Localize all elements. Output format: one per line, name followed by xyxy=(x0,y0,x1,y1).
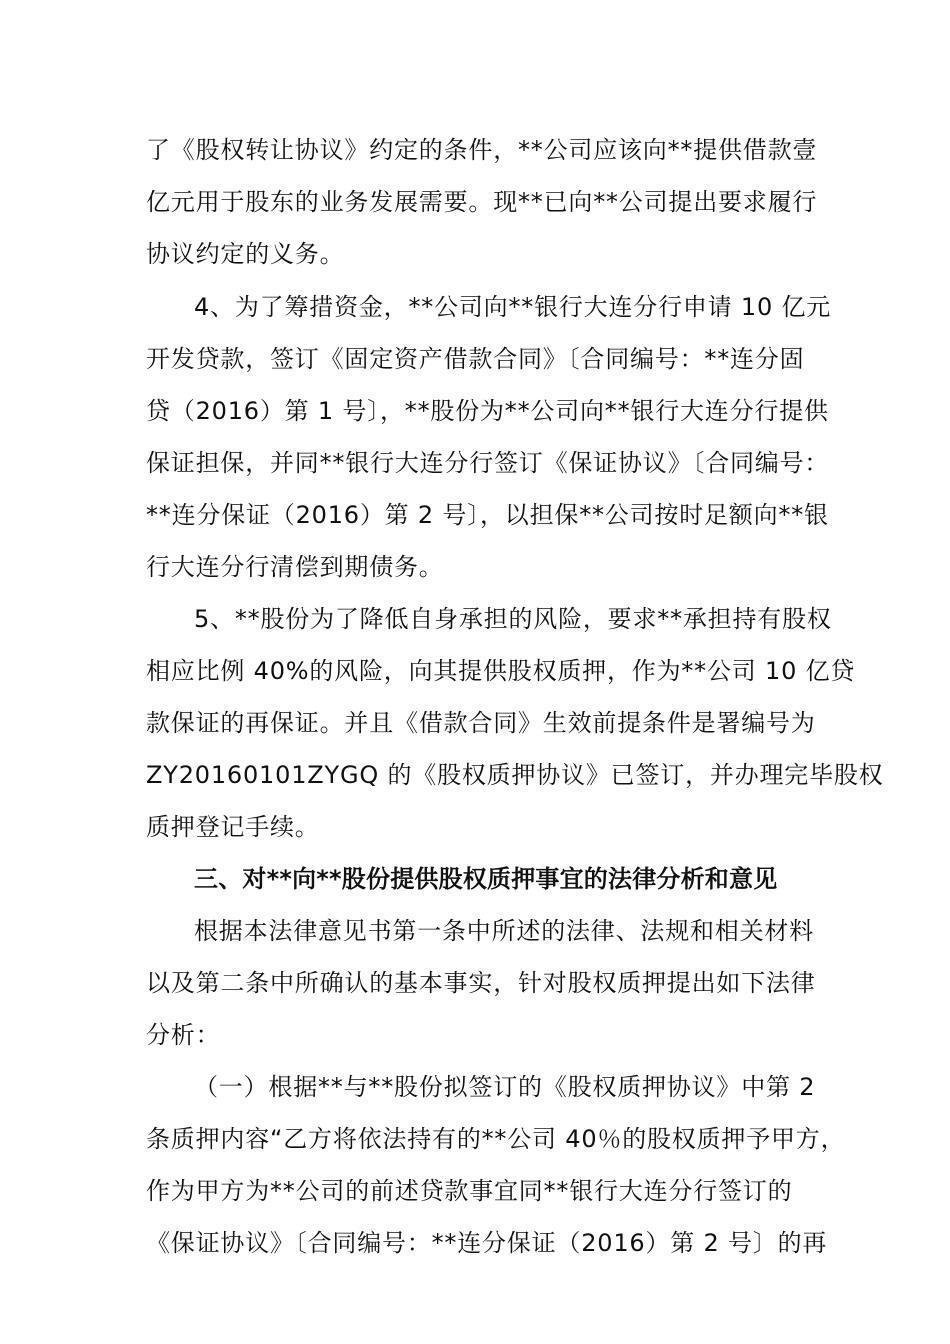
paragraph-line: 了《股权转让协议》约定的条件，**公司应该向**提供借款壹 xyxy=(146,136,818,164)
paragraph-line: 根据本法律意见书第一条中所述的法律、法规和相关材料 xyxy=(194,917,814,945)
paragraph-line: 贷（2016）第 1 号〕，**股份为**公司向**银行大连分行提供 xyxy=(146,397,829,425)
paragraph-line: 4、为了筹措资金，**公司向**银行大连分行申请 10 亿元 xyxy=(194,293,832,321)
paragraph-line: **连分保证（2016）第 2 号〕，以担保**公司按时足额向**银 xyxy=(146,501,829,529)
paragraph-line: 协议约定的义务。 xyxy=(146,240,345,268)
paragraph-line: 款保证的再保证。并且《借款合同》生效前提条件是署编号为 xyxy=(146,709,816,737)
paragraph-line: 《保证协议》〔合同编号：**连分保证（2016）第 2 号〕的再 xyxy=(146,1229,828,1257)
paragraph-line: ZY20160101ZYGQ 的《股权质押协议》已签订，并办理完毕股权 xyxy=(146,761,884,789)
paragraph-line: 行大连分行清偿到期债务。 xyxy=(146,553,444,581)
paragraph-line: 5、**股份为了降低自身承担的风险，要求**承担持有股权 xyxy=(194,605,832,633)
paragraph-line: 质押登记手续。 xyxy=(146,813,320,841)
section-heading: 三、对**向**股份提供股权质押事宜的法律分析和意见 xyxy=(194,865,778,893)
paragraph-line: 条质押内容“乙方将依法持有的**公司 40％的股权质押予甲方， xyxy=(146,1125,846,1153)
paragraph-line: 作为甲方为**公司的前述贷款事宜同**银行大连分行签订的 xyxy=(146,1177,793,1205)
paragraph-line: 开发贷款，签订《固定资产借款合同》〔合同编号：**连分固 xyxy=(146,345,805,373)
paragraph-line: 分析： xyxy=(146,1021,221,1049)
paragraph-line: 亿元用于股东的业务发展需要。现**已向**公司提出要求履行 xyxy=(146,188,818,216)
paragraph-line: 以及第二条中所确认的基本事实，针对股权质押提出如下法律 xyxy=(146,969,816,997)
paragraph-line: 相应比例 40%的风险，向其提供股权质押，作为**公司 10 亿贷 xyxy=(146,657,856,685)
paragraph-line: （一）根据**与**股份拟签订的《股权质押协议》中第 2 xyxy=(194,1073,816,1101)
paragraph-line: 保证担保，并同**银行大连分行签订《保证协议》〔合同编号： xyxy=(146,449,830,477)
